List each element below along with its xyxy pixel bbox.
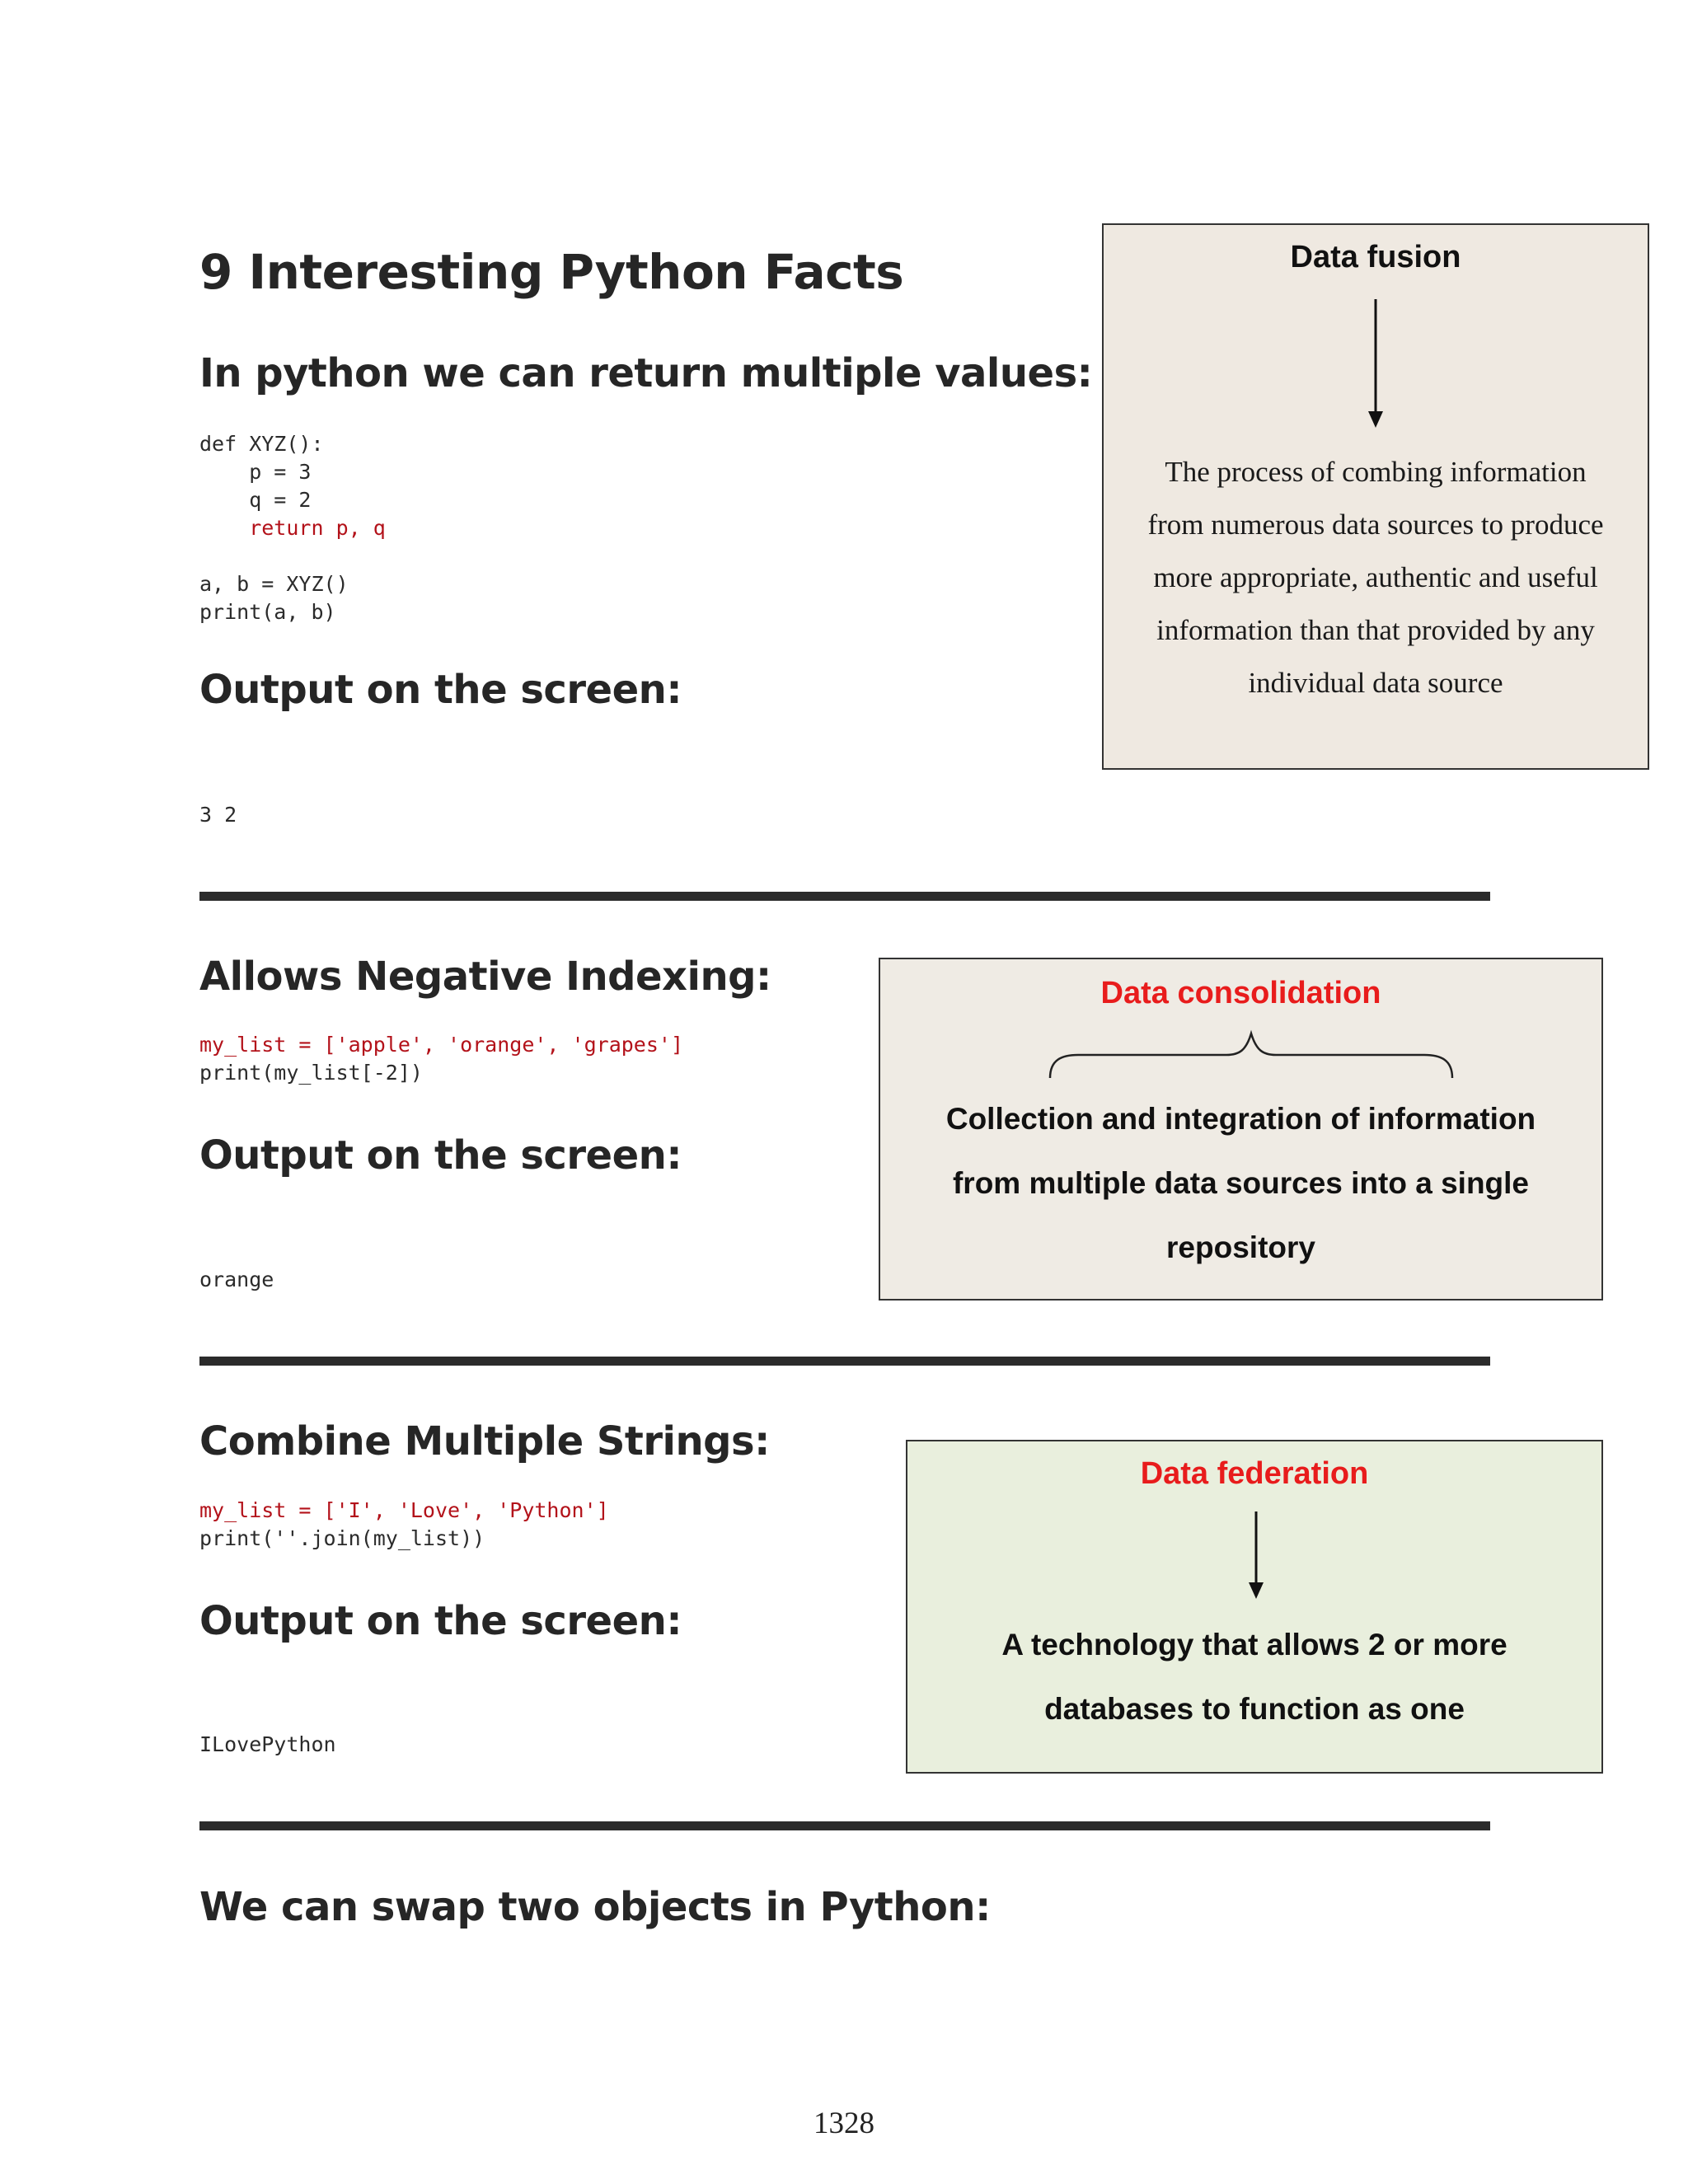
code-line: q = 2	[199, 488, 312, 512]
description-line: A technology that allows 2 or more	[1001, 1628, 1507, 1661]
section-heading-combine-strings: Combine Multiple Strings:	[199, 1418, 770, 1465]
code-line: return p, q	[199, 516, 386, 540]
output-heading: Output on the screen:	[199, 667, 682, 713]
data-fusion-description	[1120, 446, 1631, 710]
page-title: 9 Interesting Python Facts	[199, 244, 904, 300]
code-block-negative-indexing	[199, 1031, 683, 1087]
description-line: information than that provided by any	[1156, 614, 1595, 646]
data-fusion-title: Data fusion	[1290, 240, 1461, 274]
arrow-down-icon	[1361, 299, 1390, 431]
code-line: p = 3	[199, 460, 312, 484]
section-heading-negative-indexing: Allows Negative Indexing:	[199, 954, 771, 1000]
output-text: orange	[199, 1268, 274, 1291]
page-number: 1328	[814, 2107, 874, 2140]
data-consolidation-title: Data consolidation	[1100, 976, 1381, 1010]
description-line: more appropriate, authentic and useful	[1153, 561, 1598, 593]
section-divider	[199, 892, 1490, 901]
section-divider	[199, 1821, 1490, 1830]
code-line: a, b = XYZ()	[199, 572, 349, 596]
code-block-combine-strings	[199, 1497, 609, 1553]
section-divider	[199, 1357, 1490, 1366]
description-line: databases to function as one	[1044, 1692, 1465, 1726]
description-line: Collection and integration of information	[945, 1102, 1536, 1136]
output-heading: Output on the screen:	[199, 1132, 682, 1179]
output-text: 3 2	[199, 803, 237, 827]
output-heading: Output on the screen:	[199, 1598, 682, 1644]
code-line: print(a, b)	[199, 600, 336, 624]
curly-brace-icon	[1045, 1025, 1457, 1083]
description-line: from numerous data sources to produce	[1147, 509, 1604, 541]
code-line: def XYZ():	[199, 432, 324, 456]
section-heading-swap-objects: We can swap two objects in Python:	[199, 1884, 991, 1930]
code-line: my_list = ['I', 'Love', 'Python']	[199, 1498, 609, 1522]
arrow-down-icon	[1241, 1511, 1271, 1602]
code-block-return-values	[199, 430, 386, 626]
code-line: my_list = ['apple', 'orange', 'grapes']	[199, 1033, 683, 1057]
section-heading-return-values: In python we can return multiple values:	[199, 350, 1093, 396]
data-consolidation-box	[879, 958, 1603, 1301]
data-federation-description	[916, 1613, 1593, 1741]
data-federation-box	[906, 1440, 1603, 1774]
description-line: from multiple data sources into a single	[952, 1166, 1530, 1200]
data-federation-title: Data federation	[1140, 1456, 1369, 1491]
code-line: print(''.join(my_list))	[199, 1526, 485, 1550]
description-line: The process of combing information	[1165, 456, 1587, 488]
data-fusion-box	[1102, 223, 1649, 770]
code-line: print(my_list[-2])	[199, 1061, 423, 1085]
description-line: individual data source	[1248, 667, 1503, 699]
data-consolidation-description	[889, 1087, 1593, 1280]
description-line: repository	[1166, 1230, 1315, 1264]
output-text: ILovePython	[199, 1732, 336, 1756]
